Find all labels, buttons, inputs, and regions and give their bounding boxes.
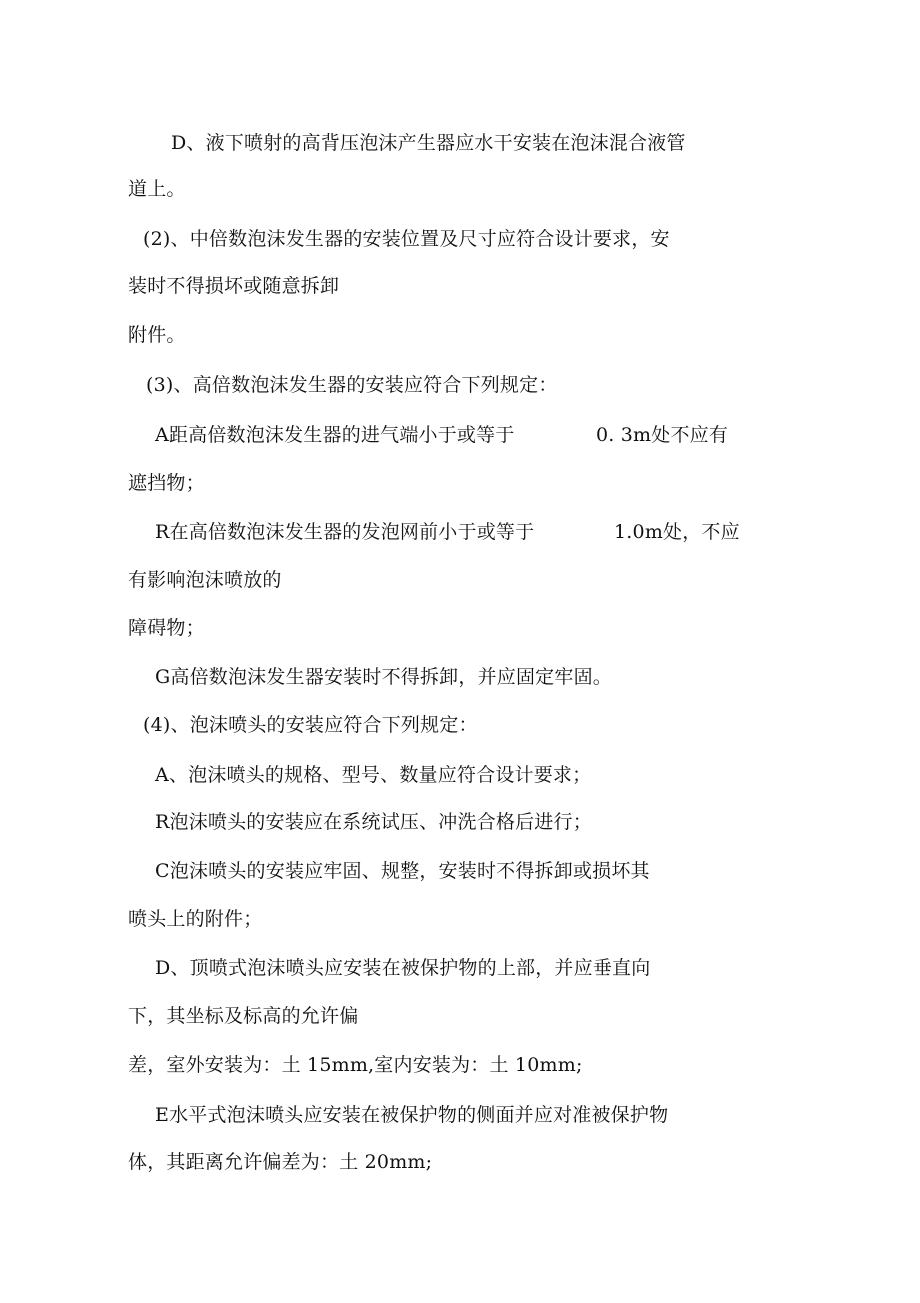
text-line-22: 体，其距离允许偏差为：土 20mm;	[128, 1151, 433, 1173]
text-line-21: E水平式泡沫喷头应安装在被保护物的侧面并应对准被保护物	[155, 1104, 669, 1126]
text-line-3: (2)、中倍数泡沫发生器的安装位置及尺寸应符合设计要求，安	[143, 228, 670, 250]
text-line-7b: 0. 3m处不应有	[596, 424, 729, 446]
text-line-15: R泡沫喷头的安装应在系统试压、冲洗合格后进行；	[155, 811, 592, 833]
text-line-12: G高倍数泡沫发生器安装时不得拆卸，并应固定牢固。	[155, 666, 612, 688]
text-line-4: 装时不得损坏或随意拆卸	[128, 275, 340, 297]
text-line-18: D、顶喷式泡沫喷头应安装在被保护物的上部，并应垂直向	[155, 957, 651, 979]
text-line-16: C泡沫喷头的安装应牢固、规整，安装时不得拆卸或损坏其	[155, 860, 650, 882]
text-line-7: A距高倍数泡沫发生器的进气端小于或等于	[155, 424, 515, 446]
text-line-8: 遮挡物；	[128, 472, 205, 494]
text-line-9: R在高倍数泡沫发生器的发泡网前小于或等于	[155, 521, 535, 543]
text-line-10: 有影响泡沫喷放的	[128, 569, 282, 591]
text-line-14: A、泡沫喷头的规格、型号、数量应符合设计要求；	[155, 764, 592, 786]
text-line-6: (3)、高倍数泡沫发生器的安装应符合下列规定：	[146, 374, 558, 396]
text-line-2: 道上。	[128, 178, 186, 200]
text-line-11: 障碍物；	[128, 617, 205, 639]
text-line-19: 下，其坐标及标高的允许偏	[128, 1005, 359, 1027]
text-line-5: 附件。	[128, 324, 186, 346]
text-line-17: 喷头上的附件；	[128, 908, 263, 930]
text-line-20: 差，室外安装为：土 15mm,室内安装为：土 10mm;	[128, 1054, 583, 1076]
text-line-13: (4)、泡沫喷头的安装应符合下列规定：	[143, 714, 478, 736]
text-line-9b: 1.0m处，不应	[614, 521, 740, 543]
text-line-1: D、液下喷射的高背压泡沫产生器应水干安装在泡沫混合液管	[171, 132, 686, 154]
